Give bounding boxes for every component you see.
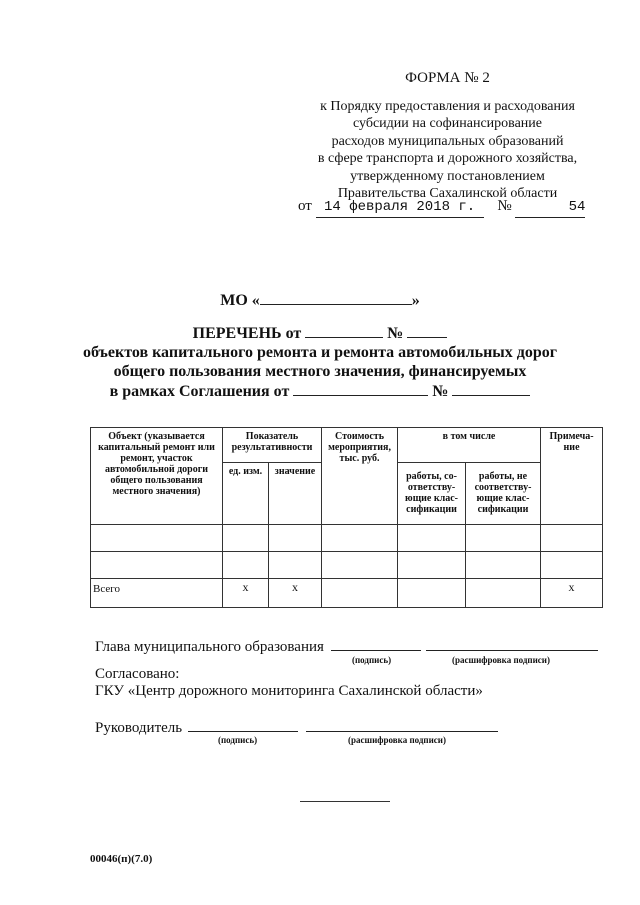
col-object-header: Объект (указывается капитальный ремонт или ремонт, участок автомобильной дороги общего пользования местного значения) bbox=[91, 428, 223, 525]
table-cell bbox=[398, 552, 466, 579]
director-signature-blank bbox=[188, 717, 298, 732]
perechen-line4 bbox=[0, 381, 640, 401]
agreement-date-blank bbox=[293, 381, 428, 396]
form-title: ФОРМА № 2 bbox=[405, 70, 490, 86]
approval-date-line bbox=[298, 198, 585, 218]
director-signature-line bbox=[95, 717, 498, 737]
agreed-organization: ГКУ «Центр дорожного мониторинга Сахалинской области» bbox=[95, 683, 483, 699]
header-line: Правительства Сахалинской области bbox=[337, 186, 558, 201]
head-decoding-blank bbox=[426, 636, 598, 651]
col-unit-header: ед. изм. bbox=[223, 463, 269, 525]
total-unit-x: x bbox=[223, 579, 269, 608]
table-cell bbox=[541, 525, 603, 552]
form-header bbox=[300, 70, 595, 203]
table-cell bbox=[541, 552, 603, 579]
perechen-date-blank bbox=[305, 323, 383, 338]
perechen-number-blank bbox=[407, 323, 447, 338]
agreement-number-blank bbox=[452, 381, 530, 396]
head-signature-blank bbox=[331, 636, 421, 651]
table-total-row bbox=[91, 579, 603, 608]
head-signature-line bbox=[95, 636, 598, 656]
director-decoding-blank bbox=[306, 717, 498, 732]
col-cost-header: Стоимость мероприятия, тыс. руб. bbox=[322, 428, 398, 525]
date-prefix: от bbox=[298, 198, 312, 214]
perechen-title-text: ПЕРЕЧЕНЬ от bbox=[192, 325, 302, 342]
table-cell bbox=[398, 525, 466, 552]
table-cell bbox=[91, 552, 223, 579]
header-line: расходов муниципальных образований bbox=[331, 133, 564, 149]
table-cell bbox=[91, 525, 223, 552]
perechen-line2: объектов капитального ремонта и ремонта автомобильных дорог bbox=[82, 344, 558, 361]
header-line: утвержденному постановлением bbox=[350, 168, 545, 184]
table-cell bbox=[269, 552, 322, 579]
table-cell bbox=[223, 552, 269, 579]
perechen-line1 bbox=[0, 323, 640, 343]
table-row bbox=[91, 525, 603, 552]
head-label: Глава муниципального образования bbox=[95, 639, 324, 655]
total-value-x: x bbox=[269, 579, 322, 608]
objects-table bbox=[90, 427, 603, 608]
col-indicator-header: Показатель результативности bbox=[223, 428, 322, 463]
table-cell bbox=[322, 552, 398, 579]
mo-suffix: » bbox=[411, 292, 420, 309]
col-note-header: Примеча-ние bbox=[541, 428, 603, 525]
director-label: Руководитель bbox=[95, 720, 183, 736]
approval-date: 14 февраля 2018 г. bbox=[316, 199, 484, 218]
header-line: субсидии на софинансирование bbox=[352, 116, 542, 131]
table-cell bbox=[269, 525, 322, 552]
header-line: к Порядку предоставления и расходования bbox=[320, 98, 575, 114]
director-decoding-caption: (расшифровка подписи) bbox=[348, 735, 446, 745]
approval-number: 54 bbox=[515, 199, 585, 218]
agreement-label: в рамках Соглашения от bbox=[109, 383, 290, 400]
table-cell bbox=[322, 525, 398, 552]
mo-blank bbox=[260, 290, 412, 305]
table-cell bbox=[223, 525, 269, 552]
col-value-header: значение bbox=[269, 463, 322, 525]
separator-line bbox=[300, 801, 390, 802]
agreed-label: Согласовано: bbox=[95, 666, 180, 682]
agreement-number-label: № bbox=[432, 383, 449, 400]
col-works-nomatch-header: работы, не соответству-ющие клас-сификации bbox=[466, 463, 541, 525]
head-decoding-caption: (расшифровка подписи) bbox=[452, 655, 550, 665]
mo-prefix: МО « bbox=[220, 292, 260, 309]
perechen-title bbox=[0, 323, 640, 401]
mo-line bbox=[0, 290, 640, 310]
table-cell bbox=[322, 579, 398, 608]
table-cell bbox=[466, 525, 541, 552]
document-code: 00046(п)(7.0) bbox=[90, 853, 153, 865]
director-signature-caption: (подпись) bbox=[218, 735, 258, 745]
total-label: Всего bbox=[91, 579, 223, 608]
col-works-match-header: работы, со-ответству-ющие клас-сификации bbox=[398, 463, 466, 525]
col-including-header: в том числе bbox=[398, 428, 541, 463]
header-line: в сфере транспорта и дорожного хозяйства, bbox=[317, 151, 578, 166]
table-cell bbox=[466, 579, 541, 608]
perechen-number-label: № bbox=[387, 325, 404, 342]
number-label: № bbox=[497, 198, 512, 214]
table-cell bbox=[398, 579, 466, 608]
table-row bbox=[91, 552, 603, 579]
head-signature-caption: (подпись) bbox=[352, 655, 392, 665]
table-cell bbox=[466, 552, 541, 579]
total-note-x: x bbox=[541, 579, 603, 608]
perechen-line3: общего пользования местного значения, финансируемых bbox=[113, 363, 527, 380]
